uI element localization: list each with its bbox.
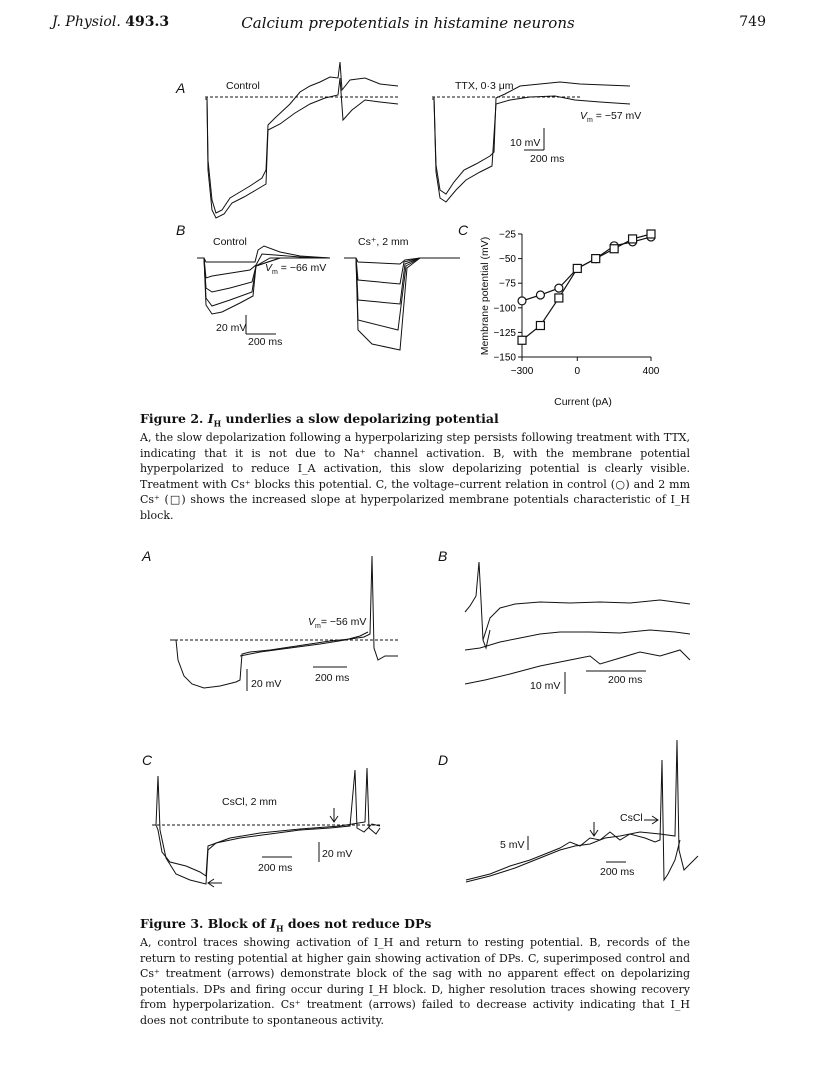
vi-chart-ylabel: Membrane potential (mV) [479,236,491,356]
page-number: 749 [739,14,766,30]
fig3-a-scale-v: 20 mV [251,678,282,690]
fig2-a-control-label: Control [226,80,260,92]
journal-header: J. Physiol. 493.3 [52,14,170,30]
fig3-b-trace1 [483,600,690,640]
fig2-a-vm-label: $V_m = -57$ mV [580,110,642,125]
fig3-panel-d-label: D [438,752,449,768]
fig3-a-trace2 [240,632,368,656]
volume: 493.3 [125,14,170,30]
fig3-title-visible: Figure 3. Block of $I_H$ does not reduce DPs [140,916,432,934]
fig3-a-trace [170,556,398,688]
vi-x-tick-label: −300 [510,366,534,377]
vi-x-tick-label: 0 [574,366,581,377]
fig3-c-arrow-left [208,879,222,887]
fig2-panel-b-label: B [176,222,186,238]
fig3-c-cs-trace [156,768,380,876]
fig2-b-vm-label: $V_m = -66$ mV [265,262,327,277]
vi-y-tick-label: −50 [499,254,516,266]
fig3-d-scale-t: 200 ms [600,866,635,878]
vi-chart-xlabel: Current (pA) [554,396,612,408]
fig3-c-scale-v: 20 mV [322,848,353,860]
fig3-d-cscl-label: CsCl [620,812,643,824]
vi-y-tick-label: −100 [493,303,516,315]
fig3-c-scale-t: 200 ms [258,862,293,874]
fig3-c-cscl-label: CsCl, 2 mm [222,796,277,808]
fig2-b-scale-v: 20 mV [216,322,247,334]
fig3-a-scale-t: 200 ms [315,672,350,684]
fig3-title [140,916,431,934]
fig3-d-arrow-down [590,822,598,836]
fig3-c-control-trace [152,770,380,884]
vi-y-tick-label: −75 [499,278,516,290]
fig2-panel-c-label: C [458,222,469,238]
fig2-b-cs-label: Cs⁺, 2 mm [358,236,409,248]
fig2-a-ttx-label: TTX, 0·3 μm [455,80,514,92]
fig2-a-scale-t: 200 ms [530,153,565,165]
fig2-title-prefix: Figure 2. $I_H$ [140,411,222,429]
fig3-c-arrow-up [330,808,338,822]
fig3-b-spike [465,562,490,648]
fig3-d-arrow-right [644,816,658,824]
fig2-b-scale-t: 200 ms [248,336,283,348]
fig3-b-scale-t: 200 ms [608,674,643,686]
fig3-b-trace2 [465,630,690,650]
fig2-a-scale-v: 10 mV [510,137,541,149]
fig3-b-scale-v: 10 mV [530,680,561,692]
fig3-caption: A, control traces showing activation of I_H and return to resting potential. B, records of the return to resting potential at higher gain showing activation of DPs. C, superimposed control and Cs⁺ treatment (arrows) demonstrate block of the sag with no apparent effect on depolarizing potentials. DPs and firing occur during I_H block. D, higher resolution traces showing recovery from hyperpolarization. Cs⁺ treatment (arrows) failed to decrease activity indicating that I_H does not contribute to spontaneous activity. [140,936,690,1027]
fig2-title-rest: underlies a slow depolarizing potential [225,411,499,426]
vi-y-tick-label: −25 [499,229,516,241]
fig2-caption: A, the slow depolarization following a hyperpolarizing step persists following treatment with TTX, indicating that it is not due to Na⁺ channel activation. B, with the membrane potential hyperpolarized to reduce I_A activation, this slow depolarizing potential is clearly visible. Treatment with Cs⁺ blocks this potential. C, the voltage–current relation in control (○) and 2 mm Cs⁺ (□) shows the increased slope at hyperpolarized membrane potentials characteristic of I_H block. [140,431,690,522]
vi-y-tick-label: −150 [493,352,516,364]
fig3-a-vm-label: $V_m= -56$ mV [308,616,367,631]
fig3-b-trace3 [465,650,690,684]
fig2-panel-a-label: A [176,80,186,96]
running-title: Calcium prepotentials in histamine neurons [241,14,575,32]
fig3-d-scale-v: 5 mV [500,839,525,851]
fig3-panel-c-label: C [142,752,153,768]
vi-x-tick-label: 400 [642,366,660,377]
fig3-panel-b-label: B [438,548,448,564]
fig2-b-control-label: Control [213,236,247,248]
fig3-panel-a-label: A [142,548,152,564]
vi-y-tick-label: −125 [493,327,516,339]
